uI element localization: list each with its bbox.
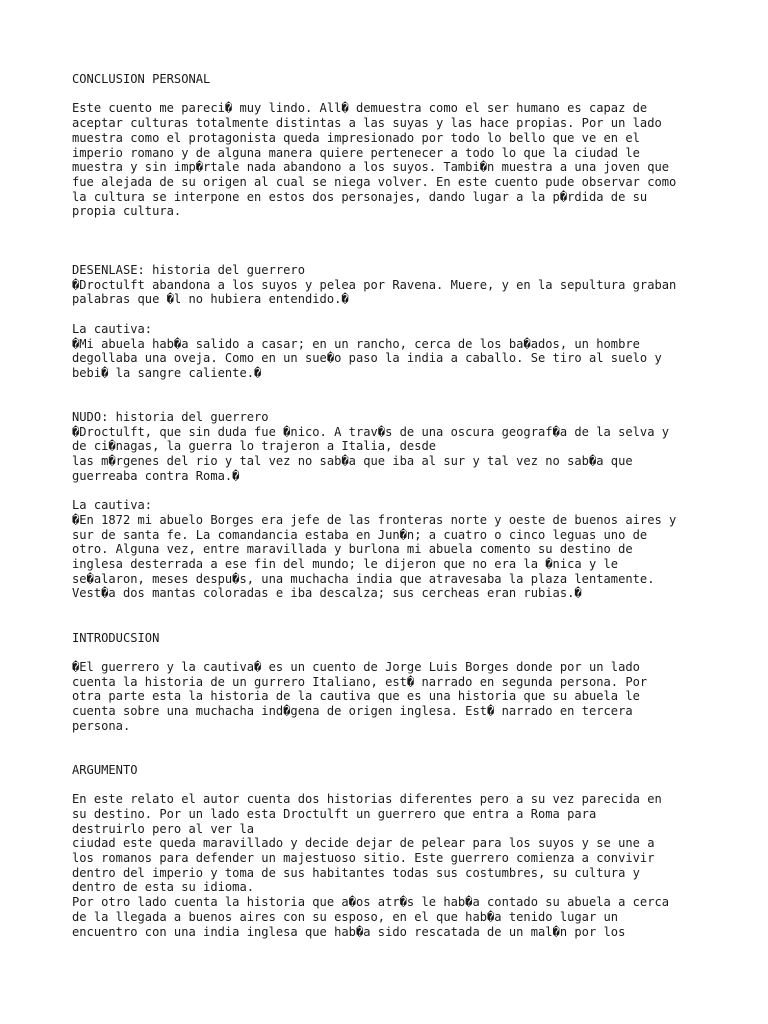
text-line: imperio romano y de alguna manera quiere pertenecer a todo lo que la ciudad le [72,145,640,160]
text-line: destruirlo pero al ver la [72,821,255,836]
blank-line [72,484,712,499]
text-line: dentro de esta su idioma. [72,880,255,895]
text-line: otra parte esta la historia de la cautiva que es una historia que su abuela le [72,689,640,704]
blank-line [72,234,712,249]
text-line: degollaba una oveja. Como en un sue�o paso la india a caballo. Se tiro al suelo y [72,351,662,366]
blank-line [72,616,712,631]
blank-line [72,381,712,396]
text-line: NUDO: historia del guerrero [72,410,269,425]
text-line: ARGUMENTO [72,762,138,777]
blank-line [72,733,712,748]
text-line: �Droctulft abandona a los suyos y pelea por Ravena. Muere, y en la sepultura graban [72,277,677,292]
text-line: Este cuento me pareci� muy lindo. All� demuestra como el ser humano es capaz de [72,101,648,116]
text-line: dentro del imperio y toma de sus habitantes todas sus costumbres, su cultura y [72,865,640,880]
text-line: propia cultura. [72,204,182,219]
text-line: guerreaba contra Roma.� [72,468,240,483]
text-line: cuenta la historia de un gurrero Italiano, est� narrado en segunda persona. Por [72,674,648,689]
text-line: fue alejada de su origen al cual se niega volver. En este cuento pude observar como [72,174,677,189]
blank-line [72,645,712,660]
text-line: de ci�nagas, la guerra lo trajeron a Italia, desde [72,439,437,454]
text-line: Por otro lado cuenta la historia que a�os atr�s le hab�a contado su abuela a cerca [72,895,670,910]
text-line: su destino. Por un lado esta Droctulft un guerrero que entra a Roma para [72,806,597,821]
text-line: muestra y sin imp�rtale nada abandono a los suyos. Tambi�n muestra a una joven que [72,160,670,175]
text-line: otro. Alguna vez, entre maravillada y burlona mi abuela comento su destino de [72,542,633,557]
text-line: las m�rgenes del rio y tal vez no sab�a que iba al sur y tal vez no sab�a que [72,454,633,469]
text-line: En este relato el autor cuenta dos historias diferentes pero a su vez parecida en [72,792,662,807]
blank-line [72,87,712,102]
text-line: La cautiva: [72,321,153,336]
text-line: persona. [72,718,131,733]
text-line: �Mi abuela hab�a salido a casar; en un rancho, cerca de los ba�ados, un hombre [72,336,640,351]
text-line: encuentro con una india inglesa que hab�a sido rescatada de un mal�n por los [72,924,626,939]
text-line: DESENLASE: historia del guerrero [72,263,305,278]
text-line: �El guerrero y la cautiva� es un cuento de Jorge Luis Borges donde por un lado [72,659,640,674]
blank-line [72,219,712,234]
blank-line [72,307,712,322]
text-line: inglesa desterrada a ese fin del mundo; le dijeron que no era la �nica y le [72,557,619,572]
text-line: sur de santa fe. La comandancia estaba en Jun�n; a cuatro o cinco leguas uno de [72,527,648,542]
text-line: aceptar culturas totalmente distintas a las suyas y las hace propias. Por un lado [72,116,662,131]
text-line: la cultura se interpone en estos dos personajes, dando lugar a la p�rdida de su [72,189,648,204]
text-line: bebi� la sangre caliente.� [72,365,262,380]
blank-line [72,601,712,616]
text-line: Vest�a dos mantas coloradas e iba descalza; sus cercheas eran rubias.� [72,586,582,601]
text-line: CONCLUSION PERSONAL [72,72,211,86]
text-line: los romanos para defender un majestuoso sitio. Este guerrero comienza a convivir [72,851,655,866]
text-line: se�alaron, meses despu�s, una muchacha india que atravesaba la plaza lentamente. [72,571,655,586]
text-line: de la llegada a buenos aires con su esposo, en el que hab�a tenido lugar un [72,909,619,924]
document-page [72,72,712,939]
blank-line [72,778,712,793]
blank-line [72,248,712,263]
text-line: �Droctulft, que sin duda fue �nico. A trav�s de una oscura geograf�a de la selva y [72,424,670,439]
text-line: muestra como el protagonista queda impresionado por todo lo bello que ve en el [72,130,640,145]
blank-line [72,748,712,763]
text-line: ciudad este queda maravillado y decide dejar de pelear para los suyos y se une a [72,836,655,851]
text-line: �En 1872 mi abuelo Borges era jefe de las fronteras norte y oeste de buenos aires y [72,512,677,527]
text-line: cuenta sobre una muchacha ind�gena de origen inglesa. Est� narrado en tercera [72,704,633,719]
text-line: INTRODUCSION [72,630,160,645]
blank-line [72,395,712,410]
text-line: palabras que �l no hubiera entendido.� [72,292,349,307]
text-line: La cautiva: [72,498,153,513]
